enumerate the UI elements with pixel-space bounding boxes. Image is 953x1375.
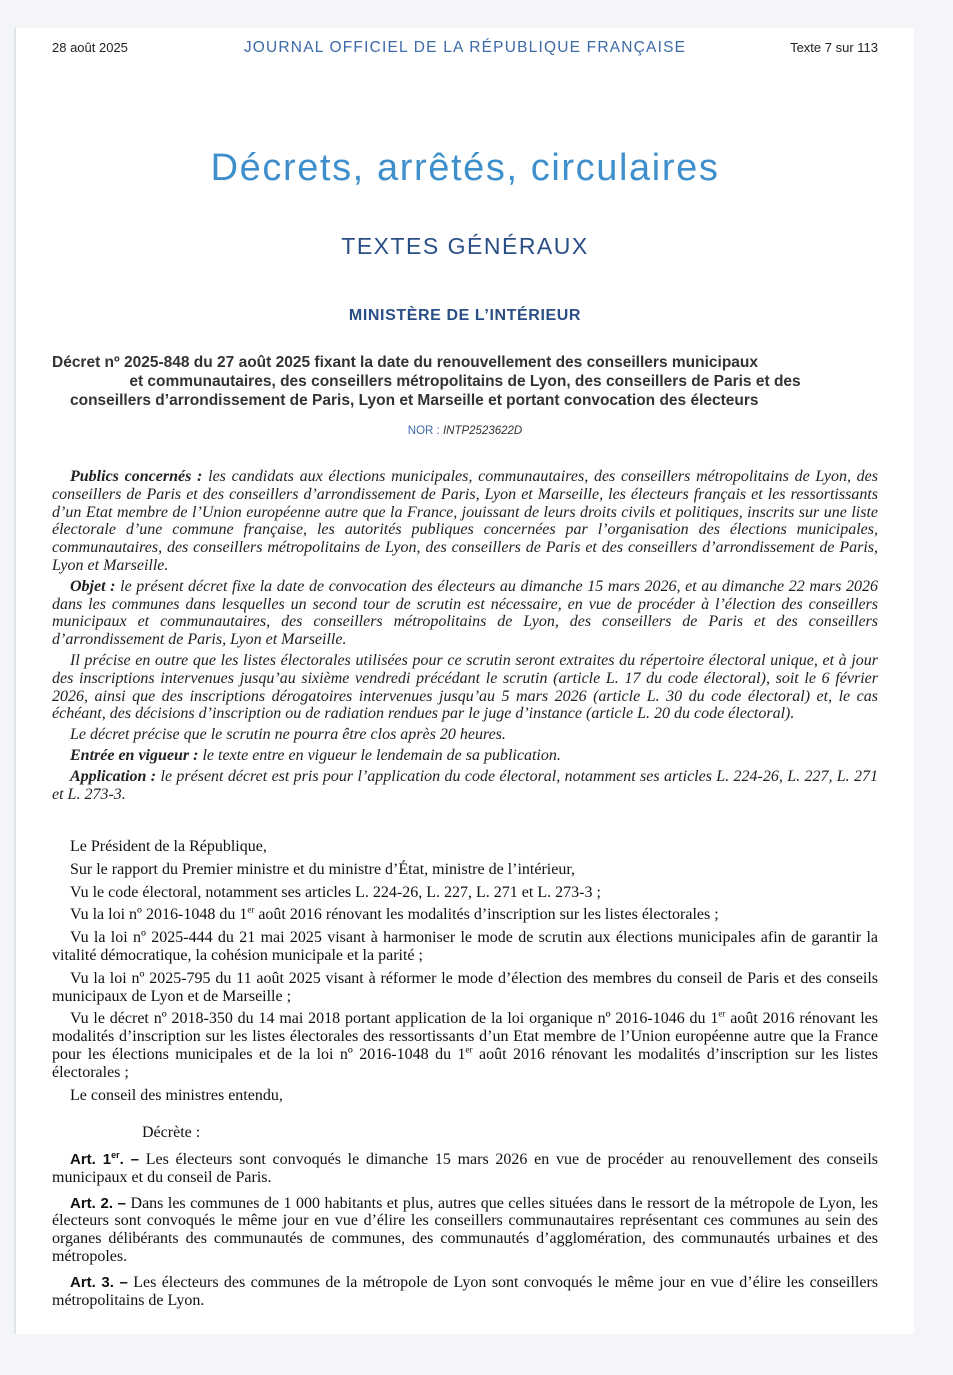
notice-section (52, 468, 878, 806)
objet-text: le présent décret fixe la date de convocation des électeurs au dimanche 15 mars 2026, et au dimanche 22 mars 2026 dans les communes dans lesquelles un second tour de scrutin est nécessaire, en vue de procéder à l’élection des conseillers municipaux et communautaires, des conseillers métropolitains de Lyon, des conseillers de Paris et des conseillers d’arrondissement de Paris, Lyon et Marseille. (52, 577, 879, 649)
ministry-name: MINISTÈRE DE L’INTÉRIEUR (348, 307, 582, 324)
notice-objet (52, 578, 878, 649)
article-label (70, 1151, 139, 1168)
articles-section (52, 1151, 878, 1317)
objet-label: Objet : (70, 577, 116, 595)
text-segment: août 2016 rénovant les modalités d’inscription sur les listes électorales ; (52, 1045, 879, 1081)
article-text: Les électeurs des communes de la métropole de Lyon sont convoqués le même jour en vue d’élire les conseillers métropolitains de Lyon. (52, 1273, 878, 1309)
publics-text: les candidats aux élections municipales, communautaires, des conseillers métropolitains de Lyon, des conseillers de Paris et des conseillers d’arrondissement de Paris, Lyon et Marseille, les électeurs français et les ressortissants d’un Etat membre de l’Union européenne autre que la France, jouissant de leurs droits civils et politiques, inscrits sur une liste électorale d’une commune française, les autorités publiques concernées par l’organisation des élections municipales, communautaires, des conseillers métropolitains de Lyon, des conseillers de Paris et des conseillers d’arrondissement de Paris, Lyon et Marseille. (52, 468, 879, 574)
application-text: le présent décret est pris pour l’application du code électoral, notamment ses articles L. 224-26, L. 227, L. 271 et L. 273-3. (52, 767, 879, 803)
vu-loi-2025-444-line: Vu la loi nº 2025-444 du 21 mai 2025 visant à harmoniser le mode de scrutin aux élections municipales afin de garantir la vitalité démocratique, la cohésion municipale et la parité ; (52, 929, 878, 964)
entree-text: le texte entre en vigueur le lendemain de sa publication. (202, 746, 561, 764)
header-journal-title: JOURNAL OFFICIEL DE LA RÉPUBLIQUE FRANÇAISE (243, 39, 687, 56)
decrete-heading: Décrète : (142, 1124, 201, 1141)
text-segment: août 2016 rénovant les modalités d’inscription sur les listes électorales des ressortissants d’un Etat membre de l’Union européenne autre que la France pour les élections municipales et de la loi nº 2016-1048 du 1 (52, 1010, 879, 1063)
decree-body (52, 838, 878, 1109)
text-segment: Vu la loi nº 2016-1048 du 1 (70, 906, 248, 924)
notice-application (52, 768, 878, 804)
header-date: 28 août 2025 (52, 40, 128, 55)
article-label: Art. 2. – (70, 1194, 127, 1212)
article-label: Art. 3. – (70, 1273, 128, 1291)
nor-value: INTP2523622D (442, 425, 523, 437)
decree-title-line: et communautaires, des conseillers métropolitains de Lyon, des conseillers de Paris et des (129, 373, 801, 390)
decree-title (52, 353, 878, 410)
article-label-text: Art. 1 (70, 1151, 112, 1168)
nor-reference (52, 425, 878, 437)
decree-title-line: conseillers d’arrondissement de Paris, Lyon et Marseille et portant convocation des électeurs (70, 392, 759, 409)
president-line: Le Président de la République, (70, 838, 267, 855)
superscript: er (718, 1009, 726, 1020)
conseil-line: Le conseil des ministres entendu, (70, 1086, 283, 1104)
main-title: Décrets, arrêtés, circulaires (210, 147, 720, 189)
notice-precise: Il précise en outre que les listes électorales utilisées pour ce scrutin seront extraites du répertoire électoral unique, et à jour des inscriptions intervenues jusqu’au sixième vendredi précédant le scrutin (article L. 17 du code électoral), soit le 6 février 2026, ainsi que des inscriptions dérogatoires intervenues jusqu’au 5 mars 2026 (article L. 30 du code électoral) et, le cas échéant, des décisions d’inscription ou de radiation rendues par le juge d’instance (article L. 20 du code électoral). (52, 651, 878, 723)
decree-title-line: Décret nº 2025-848 du 27 août 2025 fixant la date du renouvellement des conseillers municipaux (52, 354, 759, 371)
superscript: er (465, 1044, 473, 1055)
vu-code-line: Vu le code électoral, notamment ses articles L. 224-26, L. 227, L. 271 et L. 273-3 ; (70, 883, 601, 901)
article-1 (52, 1151, 878, 1187)
entree-label: Entrée en vigueur : (70, 746, 199, 764)
superscript: er (247, 905, 255, 916)
notice-clos: Le décret précise que le scrutin ne pourra être clos après 20 heures. (70, 726, 506, 744)
page-header (52, 39, 878, 59)
vu-decret-line (52, 1010, 878, 1081)
header-text-number: Texte 7 sur 113 (790, 40, 878, 55)
article-text: Dans les communes de 1 000 habitants et plus, autres que celles situées dans le ressort de la métropole de Lyon, les électeurs sont convoqués le même jour en vue d’élire les conseillers communautaires représentant ces communes au sein des organes délibérants des communautés de communes, des communautés d’agglomération, des communautés urbaines et des métropoles. (52, 1194, 878, 1265)
article-text: Les électeurs sont convoqués le dimanche 15 mars 2026 en vue de procéder au renouvellement des conseils municipaux et du conseil de Paris. (52, 1151, 879, 1186)
publics-label: Publics concernés : (70, 468, 203, 485)
article-3 (52, 1274, 878, 1310)
notice-entree (52, 747, 878, 765)
superscript: er (111, 1150, 120, 1160)
notice-publics (52, 468, 878, 575)
text-segment: août 2016 rénovant les modalités d’inscription sur les listes électorales ; (254, 906, 719, 924)
article-2 (52, 1195, 878, 1266)
nor-label: NOR : (407, 425, 440, 437)
section-title: TEXTES GÉNÉRAUX (341, 233, 589, 259)
vu-loi-2016-line (52, 906, 878, 924)
application-label: Application : (70, 767, 157, 785)
rapport-line: Sur le rapport du Premier ministre et du ministre d’État, ministre de l’intérieur, (70, 860, 576, 878)
vu-loi-2025-795-line: Vu la loi nº 2025-795 du 11 août 2025 visant à réformer le mode d’élection des membres du conseil de Paris et des conseils municipaux de Lyon et de Marseille ; (52, 969, 878, 1005)
article-label-text: . – (119, 1151, 139, 1168)
text-segment: Vu le décret nº 2018-350 du 14 mai 2018 portant application de la loi organique nº 2016-1046 du 1 (70, 1010, 719, 1028)
